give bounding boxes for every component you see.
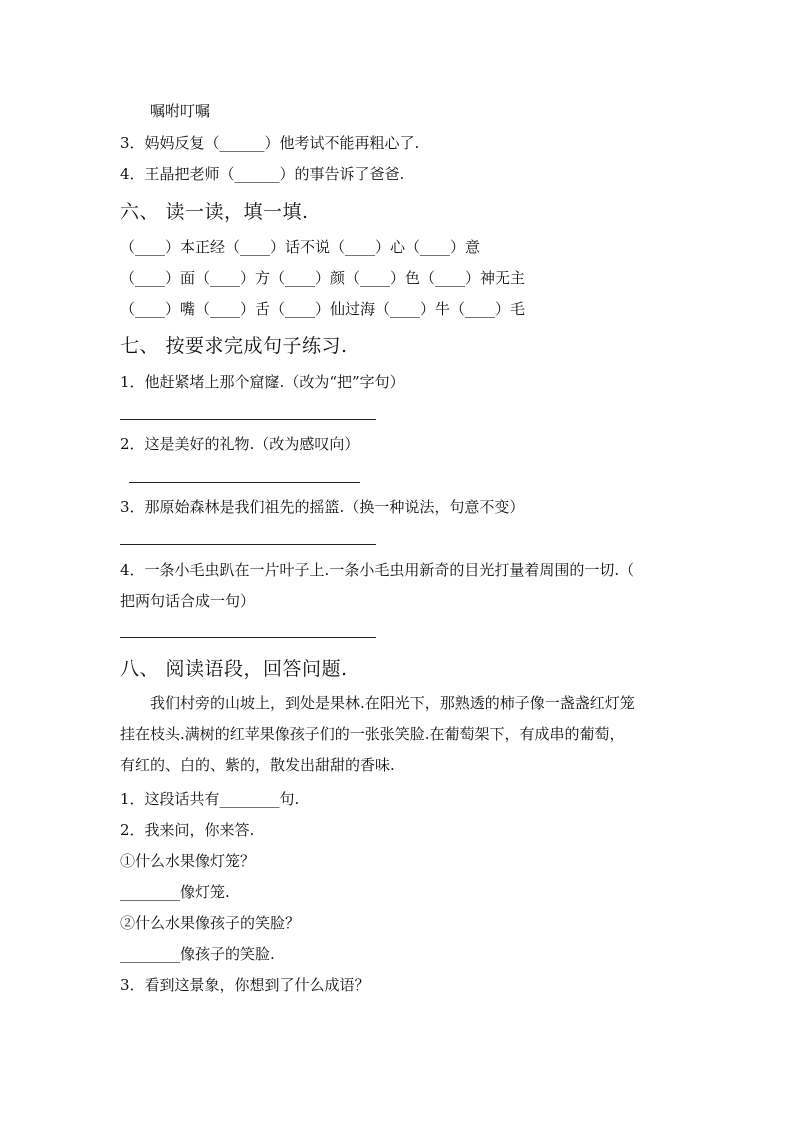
s7-answer-line-2[interactable]	[129, 482, 360, 483]
s8-question-2: 2．我来问，你来答.	[120, 821, 255, 839]
passage-line-2: 挂在枝头.满树的红苹果像孩子们的一张张笑脸.在葡萄架下，有成串的葡萄，	[120, 725, 625, 743]
s7-question-2: 2．这是美好的礼物.（改为感叹向）	[120, 435, 360, 453]
s8-question-2b: ②什么水果像孩子的笑脸？	[120, 914, 301, 932]
s8-answer-2b: ________像孩子的笑脸.	[120, 945, 275, 963]
idiom-row-3: （____）嘴（____）舌（____）仙过海（____）牛（____）毛	[120, 300, 526, 318]
s7-question-4: 4．一条小毛虫趴在一片叶子上.一条小毛虫用新奇的目光打量着周围的一切.（	[120, 561, 635, 579]
reading-passage	[120, 688, 680, 781]
s8-question-2a: ①什么水果像灯笼？	[120, 852, 256, 870]
s7-question-3: 3．那原始森林是我们祖先的摇篮.（换一种说法，句意不变）	[120, 498, 525, 516]
top-line: 嘱咐叮嘱	[150, 102, 211, 120]
s8-question-1: 1．这段话共有________句.	[120, 790, 300, 808]
idiom-row-2: （____）面（____）方（____）颜（____）色（____）神无主	[120, 269, 526, 287]
section-6-heading: 六、 读一读，填一填.	[120, 201, 309, 223]
s7-question-4-cont: 把两句话合成一句）	[120, 592, 256, 610]
q5-item-4: 4．王晶把老师（______）的事告诉了爸爸.	[120, 165, 405, 183]
idiom-row-1: （____）本正经（____）话不说（____）心（____）意	[120, 238, 481, 256]
s7-question-1: 1．他赶紧堵上那个窟窿.（改为“把”字句）	[120, 373, 405, 391]
section-8-heading: 八、 阅读语段，回答问题.	[120, 658, 348, 680]
s8-question-3: 3．看到这景象，你想到了什么成语？	[120, 976, 370, 994]
section-7-heading: 七、 按要求完成句子练习.	[120, 335, 348, 357]
passage-line-3: 有红的、白的、紫的，散发出甜甜的香味.	[120, 756, 395, 774]
passage-line-1: 我们村旁的山坡上，到处是果林.在阳光下，那熟透的柿子像一盏盏红灯笼	[150, 694, 635, 712]
s8-answer-2a: ________像灯笼.	[120, 883, 230, 901]
s7-answer-line-3[interactable]	[120, 544, 376, 545]
q5-item-3: 3．妈妈反复（______）他考试不能再粗心了.	[120, 134, 420, 152]
s7-answer-line-4[interactable]	[120, 637, 376, 638]
s7-answer-line-1[interactable]	[120, 419, 376, 420]
